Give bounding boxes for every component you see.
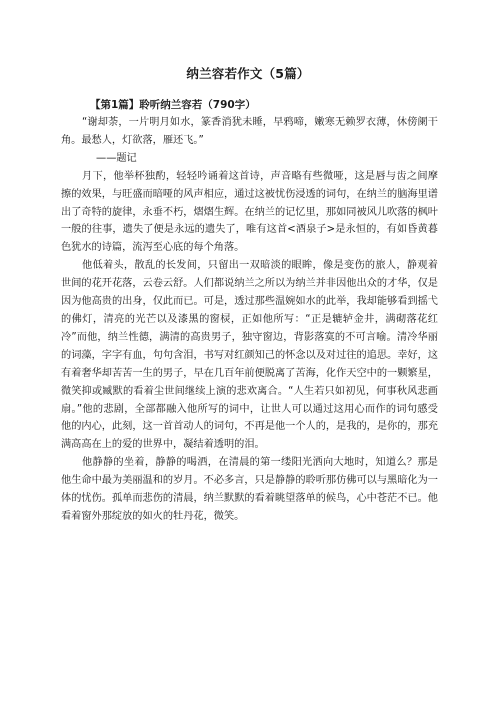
epigraph-paragraph: “谢却荼，一片明月如水，篆香消犹未睡，早鸦啼，嫩寒无赖罗衣薄，休傍阑干角。最愁人，灯欲落，雁还飞。”	[61, 117, 438, 146]
document-title: 纳兰容若作文（5篇）	[186, 66, 310, 81]
body-paragraph: 月下，他举杯独酌，轻轻吟诵着这首诗，声音略有些微哑，这是唇与齿之间摩擦的效果，与旺盛而暗哑的风声相应，通过这被忧伤浸透的词句，在纳兰的脑海里谱出了奇特的旋律，永垂不朽，熠熠生辉。在纳兰的记忆里，那如同被风儿吹落的枫叶一般的往事，遗失了便是永远的遗失了，唯有这首<酒泉子>是永恒的，有如昏黄暮色犹水的诗篇，流泻至心底的每个角落。	[61, 170, 438, 254]
document-body	[61, 114, 438, 526]
epigraph-attribution: ——题记	[96, 152, 137, 164]
section-heading: 【第1篇】聆听纳兰容若（790字）	[90, 99, 256, 111]
body-paragraph: 他低着头，散乱的长发间，只留出一双暗淡的眼眸，像是变伤的旅人，静观着世间的花开花落，云卷云舒。人们都说纳兰之所以为纳兰并非因他出众的才华，仅是因为他高贵的出身，仅此而已。可是，透过那些温婉如水的此举，我却能够看到摇弋的佛灯，清亮的光芒以及漆黑的窗棂，正如他所写：“正是辘轳金井，满砌落花红冷”而他，纳兰性德，满清的高贵男子，独守窗边，背影落寞的不可言喻。清冷华丽的词藻，字字有血，句句含泪，书写对红颜知己的怀念以及对过往的追思。幸好，这有着奢华却苦苦一生的男子，早在几百年前便脱离了苦海，化作天空中的一颗繁星，微笑抑或臧默的看着尘世间继续上演的悲欢离合。“人生若只如初见，何事秋风悲画扇。”他的悲剧，全部都融入他所写的词中，让世人可以通过这用心而作的词句感受他的内心，此刻，这一首首动人的词句，不再是他一个人的，是我的，是你的，那充满高高在上的爱的世界中，凝结着透明的泪。	[61, 260, 438, 451]
body-paragraph: 他静静的坐着，静静的喝酒，在清晨的第一缕阳光洒向大地时，知道么？那是他生命中最为美丽温和的岁月。不必多言，只是静静的聆听那仿佛可以与黑暗化为一体的忧伤。孤单而悲伤的清晨，纳兰默默的看着眺望落单的候鸟，心中苍茫不已。他看着窗外那绽放的如火的牡丹花，微笑。	[61, 457, 438, 522]
